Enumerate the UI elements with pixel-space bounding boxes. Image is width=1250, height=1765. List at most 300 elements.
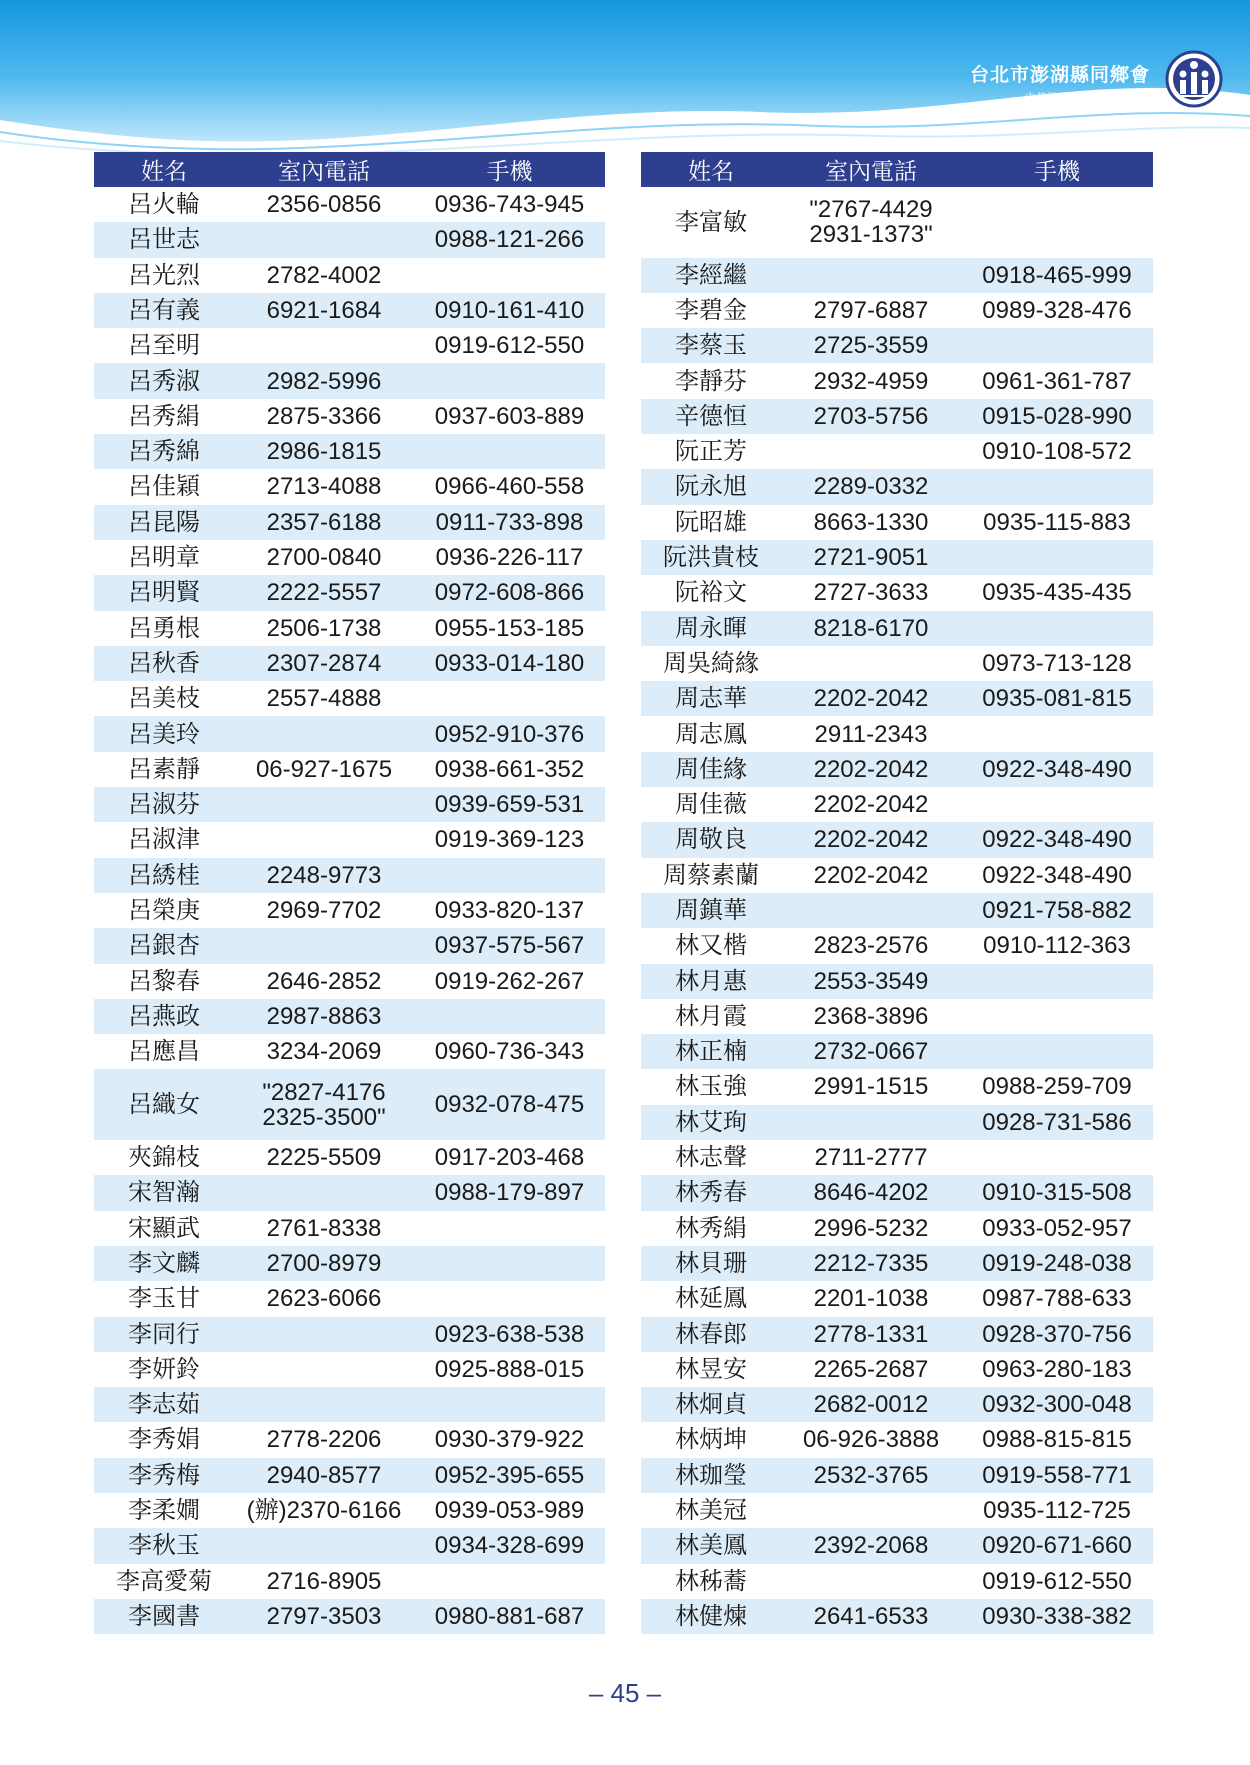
table-row — [641, 752, 1153, 787]
mobile-number — [961, 1034, 1153, 1069]
table-row — [94, 681, 605, 716]
member-name: 林又楷 — [641, 928, 781, 963]
landline-number: 2940-8577 — [234, 1458, 414, 1493]
mobile-number: 0933-014-180 — [414, 646, 605, 681]
mobile-number: 0935-435-435 — [961, 575, 1153, 610]
mobile-number — [414, 1387, 605, 1422]
mobile-number: 0922-348-490 — [961, 858, 1153, 893]
table-row — [94, 328, 605, 363]
member-name: 辛德恒 — [641, 399, 781, 434]
member-name: 林春郎 — [641, 1317, 781, 1352]
mobile-number — [961, 999, 1153, 1034]
landline-number: 2248-9773 — [234, 858, 414, 893]
landline-number: 2212-7335 — [781, 1246, 961, 1281]
landline-number: 3234-2069 — [234, 1034, 414, 1069]
table-row — [94, 469, 605, 504]
member-name: 呂佳穎 — [94, 469, 234, 504]
landline-number — [234, 222, 414, 257]
mobile-number: 0930-338-382 — [961, 1599, 1153, 1634]
landline-number — [234, 787, 414, 822]
member-name: 李同行 — [94, 1317, 234, 1352]
mobile-number: 0919-612-550 — [414, 328, 605, 363]
table-row — [641, 999, 1153, 1034]
mobile-number — [961, 716, 1153, 751]
member-table-left — [94, 152, 605, 1634]
member-name: 李秋玉 — [94, 1528, 234, 1563]
landline-number: 2797-6887 — [781, 293, 961, 328]
member-name: 呂織女 — [94, 1069, 234, 1140]
member-name: 宋顯武 — [94, 1211, 234, 1246]
landline-number: "2827-4176 2325-3500" — [234, 1069, 414, 1140]
table-row — [641, 1528, 1153, 1563]
landline-number: 2778-2206 — [234, 1422, 414, 1457]
landline-number: 2357-6188 — [234, 505, 414, 540]
landline-number: 06-926-3888 — [781, 1422, 961, 1457]
mobile-number: 0920-671-660 — [961, 1528, 1153, 1563]
member-name: 李秀梅 — [94, 1458, 234, 1493]
landline-number: 2732-0667 — [781, 1034, 961, 1069]
mobile-number — [414, 681, 605, 716]
member-name: 林月惠 — [641, 964, 781, 999]
member-name: 呂秀綿 — [94, 434, 234, 469]
member-name: 李秀娟 — [94, 1422, 234, 1457]
table-row — [94, 928, 605, 963]
mobile-number: 0925-888-015 — [414, 1352, 605, 1387]
landline-number — [234, 928, 414, 963]
table-row — [94, 187, 605, 222]
table-row — [641, 964, 1153, 999]
landline-number: 2982-5996 — [234, 363, 414, 398]
mobile-number — [414, 1564, 605, 1599]
mobile-number — [414, 1211, 605, 1246]
mobile-number: 0923-638-538 — [414, 1317, 605, 1352]
table-row — [94, 787, 605, 822]
landline-number: 8646-4202 — [781, 1175, 961, 1210]
member-name: 林艾珣 — [641, 1105, 781, 1140]
table-row — [641, 258, 1153, 293]
member-name: 林珈瑩 — [641, 1458, 781, 1493]
table-row — [94, 1387, 605, 1422]
member-name: 周志華 — [641, 681, 781, 716]
table-row — [641, 293, 1153, 328]
table-row — [641, 1211, 1153, 1246]
mobile-number: 0952-910-376 — [414, 716, 605, 751]
table-header-row — [641, 152, 1153, 187]
member-name: 呂淑津 — [94, 822, 234, 857]
landline-number: 06-927-1675 — [234, 752, 414, 787]
mobile-number: 0939-659-531 — [414, 787, 605, 822]
member-name: 呂應昌 — [94, 1034, 234, 1069]
mobile-number: 0966-460-558 — [414, 469, 605, 504]
member-name: 李志茹 — [94, 1387, 234, 1422]
landline-number — [234, 1387, 414, 1422]
member-name: 林美冠 — [641, 1493, 781, 1528]
mobile-number — [414, 363, 605, 398]
member-name: 李碧金 — [641, 293, 781, 328]
mobile-number: 0988-179-897 — [414, 1175, 605, 1210]
table-row — [641, 1175, 1153, 1210]
member-name: 李國書 — [94, 1599, 234, 1634]
mobile-number: 0921-758-882 — [961, 893, 1153, 928]
table-row — [641, 399, 1153, 434]
member-name: 阮洪貴枝 — [641, 540, 781, 575]
column-header-mobile: 手機 — [961, 152, 1153, 187]
member-name: 李玉甘 — [94, 1281, 234, 1316]
table-row — [94, 1175, 605, 1210]
landline-number: 8663-1330 — [781, 505, 961, 540]
mobile-number: 0972-608-866 — [414, 575, 605, 610]
mobile-number — [961, 328, 1153, 363]
mobile-number: 0919-369-123 — [414, 822, 605, 857]
member-name: 林美鳳 — [641, 1528, 781, 1563]
table-row — [641, 646, 1153, 681]
landline-number — [781, 646, 961, 681]
table-row — [94, 1528, 605, 1563]
landline-number: "2767-4429 2931-1373" — [781, 187, 961, 258]
member-name: 林月霞 — [641, 999, 781, 1034]
table-row — [641, 1105, 1153, 1140]
table-row — [94, 964, 605, 999]
mobile-number: 0936-743-945 — [414, 187, 605, 222]
member-name: 李柔嫺 — [94, 1493, 234, 1528]
member-name: 李經繼 — [641, 258, 781, 293]
member-name: 林正楠 — [641, 1034, 781, 1069]
mobile-number: 0987-788-633 — [961, 1281, 1153, 1316]
table-row — [94, 646, 605, 681]
landline-number: 2711-2777 — [781, 1140, 961, 1175]
table-row — [641, 1458, 1153, 1493]
member-name: 周佳薇 — [641, 787, 781, 822]
member-name: 林秭蕎 — [641, 1564, 781, 1599]
table-row — [641, 893, 1153, 928]
landline-number: 2201-1038 — [781, 1281, 961, 1316]
member-name: 李富敏 — [641, 187, 781, 258]
mobile-number — [961, 787, 1153, 822]
member-name: 李文麟 — [94, 1246, 234, 1281]
member-name: 林昱安 — [641, 1352, 781, 1387]
member-name: 呂至明 — [94, 328, 234, 363]
column-header-landline: 室內電話 — [234, 152, 414, 187]
member-name: 夾錦枝 — [94, 1140, 234, 1175]
member-name: 呂勇根 — [94, 611, 234, 646]
table-row — [94, 1352, 605, 1387]
member-name: 周蔡素蘭 — [641, 858, 781, 893]
mobile-number: 0961-361-787 — [961, 363, 1153, 398]
mobile-number: 0919-248-038 — [961, 1246, 1153, 1281]
mobile-number: 0919-558-771 — [961, 1458, 1153, 1493]
mobile-number — [961, 611, 1153, 646]
landline-number — [234, 1317, 414, 1352]
mobile-number: 0934-328-699 — [414, 1528, 605, 1563]
table-row — [641, 1246, 1153, 1281]
table-row — [94, 893, 605, 928]
landline-number — [234, 1175, 414, 1210]
landline-number — [234, 1352, 414, 1387]
mobile-number: 0918-465-999 — [961, 258, 1153, 293]
landline-number: 2700-0840 — [234, 540, 414, 575]
mobile-number: 0989-328-476 — [961, 293, 1153, 328]
table-row — [641, 611, 1153, 646]
landline-number: 2202-2042 — [781, 752, 961, 787]
member-name: 周敬良 — [641, 822, 781, 857]
column-header-mobile: 手機 — [414, 152, 605, 187]
table-row — [94, 752, 605, 787]
table-row — [641, 1599, 1153, 1634]
table-row — [94, 399, 605, 434]
member-name: 周志鳳 — [641, 716, 781, 751]
member-name: 周永暉 — [641, 611, 781, 646]
member-name: 李靜芬 — [641, 363, 781, 398]
table-row — [641, 1317, 1153, 1352]
member-name: 呂黎春 — [94, 964, 234, 999]
landline-number — [234, 1528, 414, 1563]
mobile-number — [414, 1281, 605, 1316]
landline-number: 2932-4959 — [781, 363, 961, 398]
landline-number: 2823-2576 — [781, 928, 961, 963]
table-row — [94, 716, 605, 751]
mobile-number: 0922-348-490 — [961, 752, 1153, 787]
member-name: 阮永旭 — [641, 469, 781, 504]
landline-number: 2307-2874 — [234, 646, 414, 681]
landline-number: 2725-3559 — [781, 328, 961, 363]
table-header-row — [94, 152, 605, 187]
table-row — [641, 187, 1153, 258]
mobile-number — [414, 258, 605, 293]
mobile-number: 0928-370-756 — [961, 1317, 1153, 1352]
mobile-number: 0932-300-048 — [961, 1387, 1153, 1422]
mobile-number — [961, 187, 1153, 258]
member-name: 周佳緣 — [641, 752, 781, 787]
table-row — [641, 681, 1153, 716]
table-row — [641, 469, 1153, 504]
table-row — [641, 1281, 1153, 1316]
mobile-number: 0988-815-815 — [961, 1422, 1153, 1457]
table-row — [94, 1317, 605, 1352]
association-logo-icon — [1165, 50, 1223, 108]
table-row — [94, 1599, 605, 1634]
landline-number: 2646-2852 — [234, 964, 414, 999]
table-row — [94, 434, 605, 469]
landline-number — [234, 328, 414, 363]
member-name: 李妍鈴 — [94, 1352, 234, 1387]
member-name: 呂有義 — [94, 293, 234, 328]
landline-number — [781, 1105, 961, 1140]
landline-number: 2778-1331 — [781, 1317, 961, 1352]
landline-number: 2700-8979 — [234, 1246, 414, 1281]
mobile-number: 0910-112-363 — [961, 928, 1153, 963]
member-name: 李高愛菊 — [94, 1564, 234, 1599]
member-name: 呂美枝 — [94, 681, 234, 716]
mobile-number: 0960-736-343 — [414, 1034, 605, 1069]
member-name: 呂秀絹 — [94, 399, 234, 434]
column-header-name: 姓名 — [641, 152, 781, 187]
member-name: 林健煉 — [641, 1599, 781, 1634]
mobile-number: 0919-262-267 — [414, 964, 605, 999]
member-name: 呂銀杏 — [94, 928, 234, 963]
mobile-number — [414, 434, 605, 469]
member-name: 呂榮庚 — [94, 893, 234, 928]
landline-number: 2289-0332 — [781, 469, 961, 504]
table-row — [641, 1034, 1153, 1069]
table-row — [641, 716, 1153, 751]
landline-number: 2623-6066 — [234, 1281, 414, 1316]
table-row — [94, 363, 605, 398]
landline-number: 2202-2042 — [781, 681, 961, 716]
table-row — [641, 858, 1153, 893]
mobile-number: 0928-731-586 — [961, 1105, 1153, 1140]
member-name: 呂明賢 — [94, 575, 234, 610]
member-name: 林志聲 — [641, 1140, 781, 1175]
member-name: 宋智瀚 — [94, 1175, 234, 1210]
landline-number — [781, 258, 961, 293]
mobile-number: 0935-115-883 — [961, 505, 1153, 540]
table-row — [94, 575, 605, 610]
member-name: 林玉強 — [641, 1069, 781, 1104]
member-name: 阮昭雄 — [641, 505, 781, 540]
member-name: 呂光烈 — [94, 258, 234, 293]
mobile-number: 0917-203-468 — [414, 1140, 605, 1175]
landline-number: 2911-2343 — [781, 716, 961, 751]
landline-number: 2991-1515 — [781, 1069, 961, 1104]
table-row — [94, 1140, 605, 1175]
member-name: 李蔡玉 — [641, 328, 781, 363]
landline-number: 2986-1815 — [234, 434, 414, 469]
table-row — [94, 1211, 605, 1246]
table-row — [94, 1034, 605, 1069]
landline-number: 2987-8863 — [234, 999, 414, 1034]
table-row — [641, 575, 1153, 610]
member-name: 呂火輪 — [94, 187, 234, 222]
table-row — [94, 222, 605, 257]
mobile-number — [414, 1246, 605, 1281]
org-name: 台北市澎湖縣同鄉會 — [969, 64, 1150, 86]
mobile-number: 0911-733-898 — [414, 505, 605, 540]
landline-number: 2641-6533 — [781, 1599, 961, 1634]
mobile-number: 0952-395-655 — [414, 1458, 605, 1493]
mobile-number: 0963-280-183 — [961, 1352, 1153, 1387]
mobile-number: 0988-121-266 — [414, 222, 605, 257]
table-row — [641, 787, 1153, 822]
member-name: 林延鳳 — [641, 1281, 781, 1316]
mobile-number: 0910-108-572 — [961, 434, 1153, 469]
member-name: 呂昆陽 — [94, 505, 234, 540]
member-name: 呂淑芬 — [94, 787, 234, 822]
table-row — [94, 258, 605, 293]
member-name: 呂世志 — [94, 222, 234, 257]
mobile-number: 0935-081-815 — [961, 681, 1153, 716]
mobile-number — [961, 540, 1153, 575]
mobile-number — [414, 858, 605, 893]
table-row — [94, 1458, 605, 1493]
table-row — [94, 1281, 605, 1316]
mobile-number: 0932-078-475 — [414, 1069, 605, 1140]
table-row — [94, 611, 605, 646]
table-row — [641, 363, 1153, 398]
member-name: 周鎮華 — [641, 893, 781, 928]
column-header-name: 姓名 — [94, 152, 234, 187]
table-row — [641, 505, 1153, 540]
table-row — [94, 1246, 605, 1281]
table-row — [94, 999, 605, 1034]
landline-number: 2703-5756 — [781, 399, 961, 434]
landline-number: 6921-1684 — [234, 293, 414, 328]
mobile-number: 0919-612-550 — [961, 1564, 1153, 1599]
mobile-number: 0933-052-957 — [961, 1211, 1153, 1246]
member-name: 呂明章 — [94, 540, 234, 575]
table-row — [641, 328, 1153, 363]
table-row — [94, 1493, 605, 1528]
landline-number: 2557-4888 — [234, 681, 414, 716]
member-name: 林炯貞 — [641, 1387, 781, 1422]
mobile-number — [961, 1140, 1153, 1175]
member-name: 林秀春 — [641, 1175, 781, 1210]
mobile-number — [414, 999, 605, 1034]
table-row — [94, 293, 605, 328]
landline-number — [234, 716, 414, 751]
member-name: 林炳坤 — [641, 1422, 781, 1457]
table-row — [641, 434, 1153, 469]
landline-number — [781, 434, 961, 469]
landline-number: 2202-2042 — [781, 858, 961, 893]
landline-number: 8218-6170 — [781, 611, 961, 646]
table-row — [94, 1422, 605, 1457]
mobile-number: 0955-153-185 — [414, 611, 605, 646]
table-row — [94, 1069, 605, 1140]
table-row — [94, 505, 605, 540]
landline-number — [781, 893, 961, 928]
landline-number — [781, 1493, 961, 1528]
table-row — [641, 928, 1153, 963]
table-row — [641, 1352, 1153, 1387]
landline-number: 2875-3366 — [234, 399, 414, 434]
mobile-number: 0939-053-989 — [414, 1493, 605, 1528]
table-row — [94, 1564, 605, 1599]
mobile-number: 0937-575-567 — [414, 928, 605, 963]
table-row — [94, 540, 605, 575]
table-row — [641, 1387, 1153, 1422]
mobile-number: 0922-348-490 — [961, 822, 1153, 857]
table-row — [641, 1493, 1153, 1528]
member-name: 呂秀淑 — [94, 363, 234, 398]
landline-number: 2713-4088 — [234, 469, 414, 504]
mobile-number: 0930-379-922 — [414, 1422, 605, 1457]
landline-number — [234, 822, 414, 857]
table-row — [641, 540, 1153, 575]
table-row — [94, 822, 605, 857]
member-name: 阮裕文 — [641, 575, 781, 610]
landline-number: 2797-3503 — [234, 1599, 414, 1634]
landline-number: 2716-8905 — [234, 1564, 414, 1599]
landline-number: (辦)2370-6166 — [234, 1493, 414, 1528]
member-name: 呂秋香 — [94, 646, 234, 681]
mobile-number — [961, 469, 1153, 504]
member-name: 林秀絹 — [641, 1211, 781, 1246]
page-number: – 45 – — [588, 1678, 662, 1708]
table-row — [641, 1564, 1153, 1599]
mobile-number — [961, 964, 1153, 999]
landline-number: 2392-2068 — [781, 1528, 961, 1563]
landline-number: 2506-1738 — [234, 611, 414, 646]
table-row — [641, 822, 1153, 857]
member-name: 呂燕政 — [94, 999, 234, 1034]
landline-number: 2761-8338 — [234, 1211, 414, 1246]
table-row — [641, 1140, 1153, 1175]
member-name: 林貝珊 — [641, 1246, 781, 1281]
landline-number: 2553-3549 — [781, 964, 961, 999]
member-name: 阮正芳 — [641, 434, 781, 469]
mobile-number: 0935-112-725 — [961, 1493, 1153, 1528]
mobile-number: 0910-161-410 — [414, 293, 605, 328]
